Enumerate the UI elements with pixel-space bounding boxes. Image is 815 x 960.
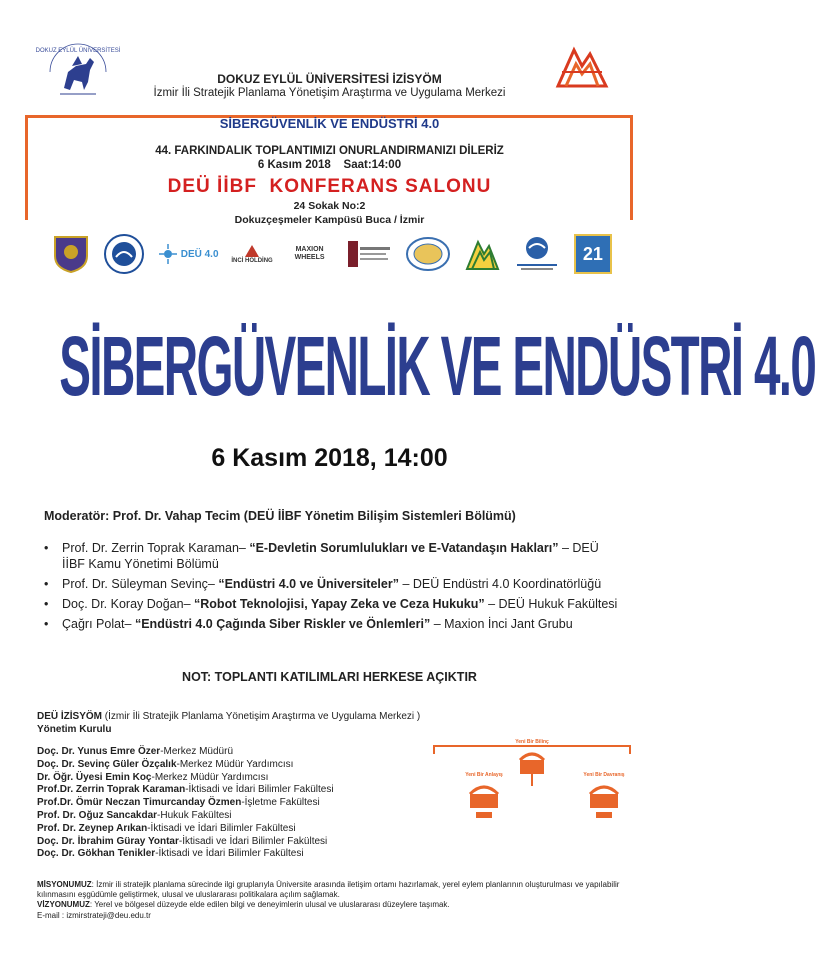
education-foundation-logo — [346, 234, 392, 274]
member-role: -Merkez Müdürü — [160, 746, 234, 757]
member-role: -İktisadi ve İdari Bilimler Fakültesi — [185, 784, 334, 796]
mission-label: MİSYONUMUZ — [37, 880, 92, 889]
moderator-line: Moderatör: Prof. Dr. Vahap Tecim (DEÜ İİBF Yönetim Bilişim Sistemleri Bölümü) — [44, 509, 516, 523]
footer — [37, 880, 627, 921]
attendance-note: NOT: TOPLANTI KATILIMLARI HERKESE AÇIKTIR — [182, 670, 477, 684]
talk-title: “Robot Teknolojisi, Yapay Zeka ve Ceza Hukuku” — [194, 597, 485, 611]
diagram-left-label: Yeni Bir Anlayış — [465, 772, 503, 778]
agenda-21-logo — [574, 234, 612, 274]
board-member — [37, 784, 334, 797]
main-title: SİBERGÜVENLİK VE ENDÜSTRİ 4.0 — [59, 319, 815, 414]
venue-campus: Dokuzçeşmeler Kampüsü Buca / İzmir — [234, 214, 425, 226]
inci-holding-label: İNCİ HOLDİNG — [231, 258, 273, 264]
speaker-affiliation: – DEÜ Endüstri 4.0 Koordinatörlüğü — [398, 577, 602, 591]
member-role: -Merkez Müdür Yardımcısı — [176, 758, 294, 770]
speaker-item — [44, 616, 624, 632]
inci-holding-logo — [231, 234, 272, 274]
svg-text:DOKUZ EYLÜL ÜNİVERSİTESİ: DOKUZ EYLÜL ÜNİVERSİTESİ — [35, 48, 121, 54]
speaker-item — [44, 576, 624, 592]
member-name: Doç. Dr. Yunus Emre Özer — [37, 746, 161, 757]
board-heading — [37, 710, 420, 736]
board-member — [37, 823, 334, 836]
board-member — [37, 772, 334, 785]
member-role: -İktisadi ve İdari Bilimler Fakültesi — [178, 835, 328, 847]
vision-body: : Yerel ve bölgesel düzeyde elde edilen bilgi ve deneyimlerin ulusal ve uluslararası düzeylere taşımak. — [89, 900, 450, 910]
main-date: 6 Kasım 2018, 14:00 — [211, 444, 448, 472]
member-name: Dr. Öğr. Üyesi Emin Koç — [37, 771, 152, 783]
deu-4-0-logo — [158, 234, 219, 274]
speaker-affiliation: – DEÜ İİBF Kamu Yönetimi Bölümü — [62, 541, 599, 571]
member-name: Doç. Dr. Gökhan Tenikler — [37, 848, 156, 860]
member-role: -Merkez Müdür Yardımcısı — [151, 771, 269, 783]
right-node-icon — [583, 772, 624, 818]
board-member — [37, 746, 334, 759]
vision-text — [37, 900, 627, 910]
member-name: Prof. Dr. Zeynep Arıkan — [37, 822, 148, 834]
board-heading-org: DEÜ İZİSYÖM — [37, 711, 103, 722]
board-heading-title: Yönetim Kurulu — [37, 724, 112, 735]
izisyom-mini-logo — [464, 234, 500, 274]
event-topic: SİBERGÜVENLİK VE ENDÜSTRİ 4.0 — [219, 116, 440, 131]
talk-title: “Endüstri 4.0 Çağında Siber Riskler ve Önlemleri” — [134, 617, 431, 631]
board-member — [37, 797, 334, 810]
event-venue: DEÜ İİBF KONFERANS SALONU — [167, 176, 492, 197]
maxion-wheels-label: MAXION WHEELS — [294, 246, 325, 261]
contact-email[interactable]: E-mail : izmirstrateji@deu.edu.tr — [37, 910, 151, 920]
member-role: -İktisadi ve İdari Bilimler Fakültesi — [155, 848, 304, 860]
member-name: Prof.Dr. Ömür Neczan Timurcanday Özmen — [37, 797, 242, 809]
sponsor-logos — [52, 232, 612, 276]
member-name: Prof. Dr. Oğuz Sancakdar — [37, 809, 158, 821]
member-name: Doç. Dr. Sevinç Güler Özçalık — [37, 758, 177, 770]
organization-name: DOKUZ EYLÜL ÜNİVERSİTESİ İZİSYÖM — [217, 72, 442, 86]
speaker-name: Prof. Dr. Süleyman Sevinç– — [62, 577, 219, 591]
event-date-time: 6 Kasım 2018 Saat:14:00 — [257, 159, 402, 171]
talk-title: “E-Devletin Sorumlulukları ve E-Vatandaşın Hakları” — [249, 541, 559, 555]
speaker-name: Doç. Dr. Koray Doğan– — [62, 597, 195, 611]
board-member — [37, 759, 334, 772]
speaker-name: Prof. Dr. Zerrin Toprak Karaman– — [62, 541, 250, 555]
maxion-wheels-logo — [286, 234, 334, 274]
member-name: Prof.Dr. Zerrin Toprak Karaman — [37, 784, 186, 796]
round-seal-icon — [405, 234, 451, 274]
member-role: -Hukuk Fakültesi — [157, 809, 232, 821]
center-name: İzmir İli Stratejik Planlama Yönetişim Araştırma ve Uygulama Merkezi — [153, 87, 506, 99]
speaker-item — [44, 596, 624, 612]
speaker-item — [44, 540, 624, 572]
board-member — [37, 836, 334, 849]
diagram-top-label: Yeni Bir Bilinç — [515, 739, 549, 745]
mission-body: : İzmir ili stratejik planlama sürecinde ilgi gruplarıyla Üniversite arasında iletişim ortamı hazırlamak, yerel eylem planlarının oluşturulması ve yapılabilir kılınmasını eşgüdümle geliştirmek, ulusal ve uluslararası politikalara açılım sağlamak. — [37, 880, 620, 900]
emblem-shield-icon — [52, 234, 90, 274]
talk-title: “Endüstri 4.0 ve Üniversiteler” — [218, 577, 399, 591]
speaker-name: Çağrı Polat– — [62, 617, 135, 631]
agenda-21-label: 21 — [582, 243, 603, 264]
vision-diagram — [432, 738, 632, 838]
member-role: -İşletme Fakültesi — [241, 797, 320, 809]
member-role: -İktisadi ve İdari Bilimler Fakültesi — [147, 822, 296, 834]
member-name: Doç. Dr. İbrahim Güray Yontar — [37, 835, 179, 847]
speaker-list — [44, 540, 624, 636]
board-member-list — [37, 746, 334, 861]
municipality-seal-icon — [103, 234, 145, 274]
vision-label: VİZYONUMUZ — [37, 900, 90, 910]
left-node-icon — [465, 772, 503, 818]
speaker-affiliation: – Maxion İnci Jant Grubu — [430, 617, 573, 631]
deu-4-0-label: DEÜ 4.0 — [180, 248, 219, 260]
board-member — [37, 848, 334, 861]
board-member — [37, 810, 334, 823]
invitation-text: 44. FARKINDALIK TOPLANTIMIZI ONURLANDIRMANIZI DİLERİZ — [155, 145, 504, 157]
blue-round-logo — [513, 234, 561, 274]
speaker-affiliation: – DEÜ Hukuk Fakültesi — [484, 597, 618, 611]
board-heading-center: (İzmir İli Stratejik Planlama Yönetişim Araştırma ve Uygulama Merkezi ) — [102, 711, 421, 722]
diagram-right-label: Yeni Bir Davranış — [583, 772, 625, 778]
mission-text — [37, 880, 627, 900]
venue-street: 24 Sokak No:2 — [293, 200, 366, 212]
